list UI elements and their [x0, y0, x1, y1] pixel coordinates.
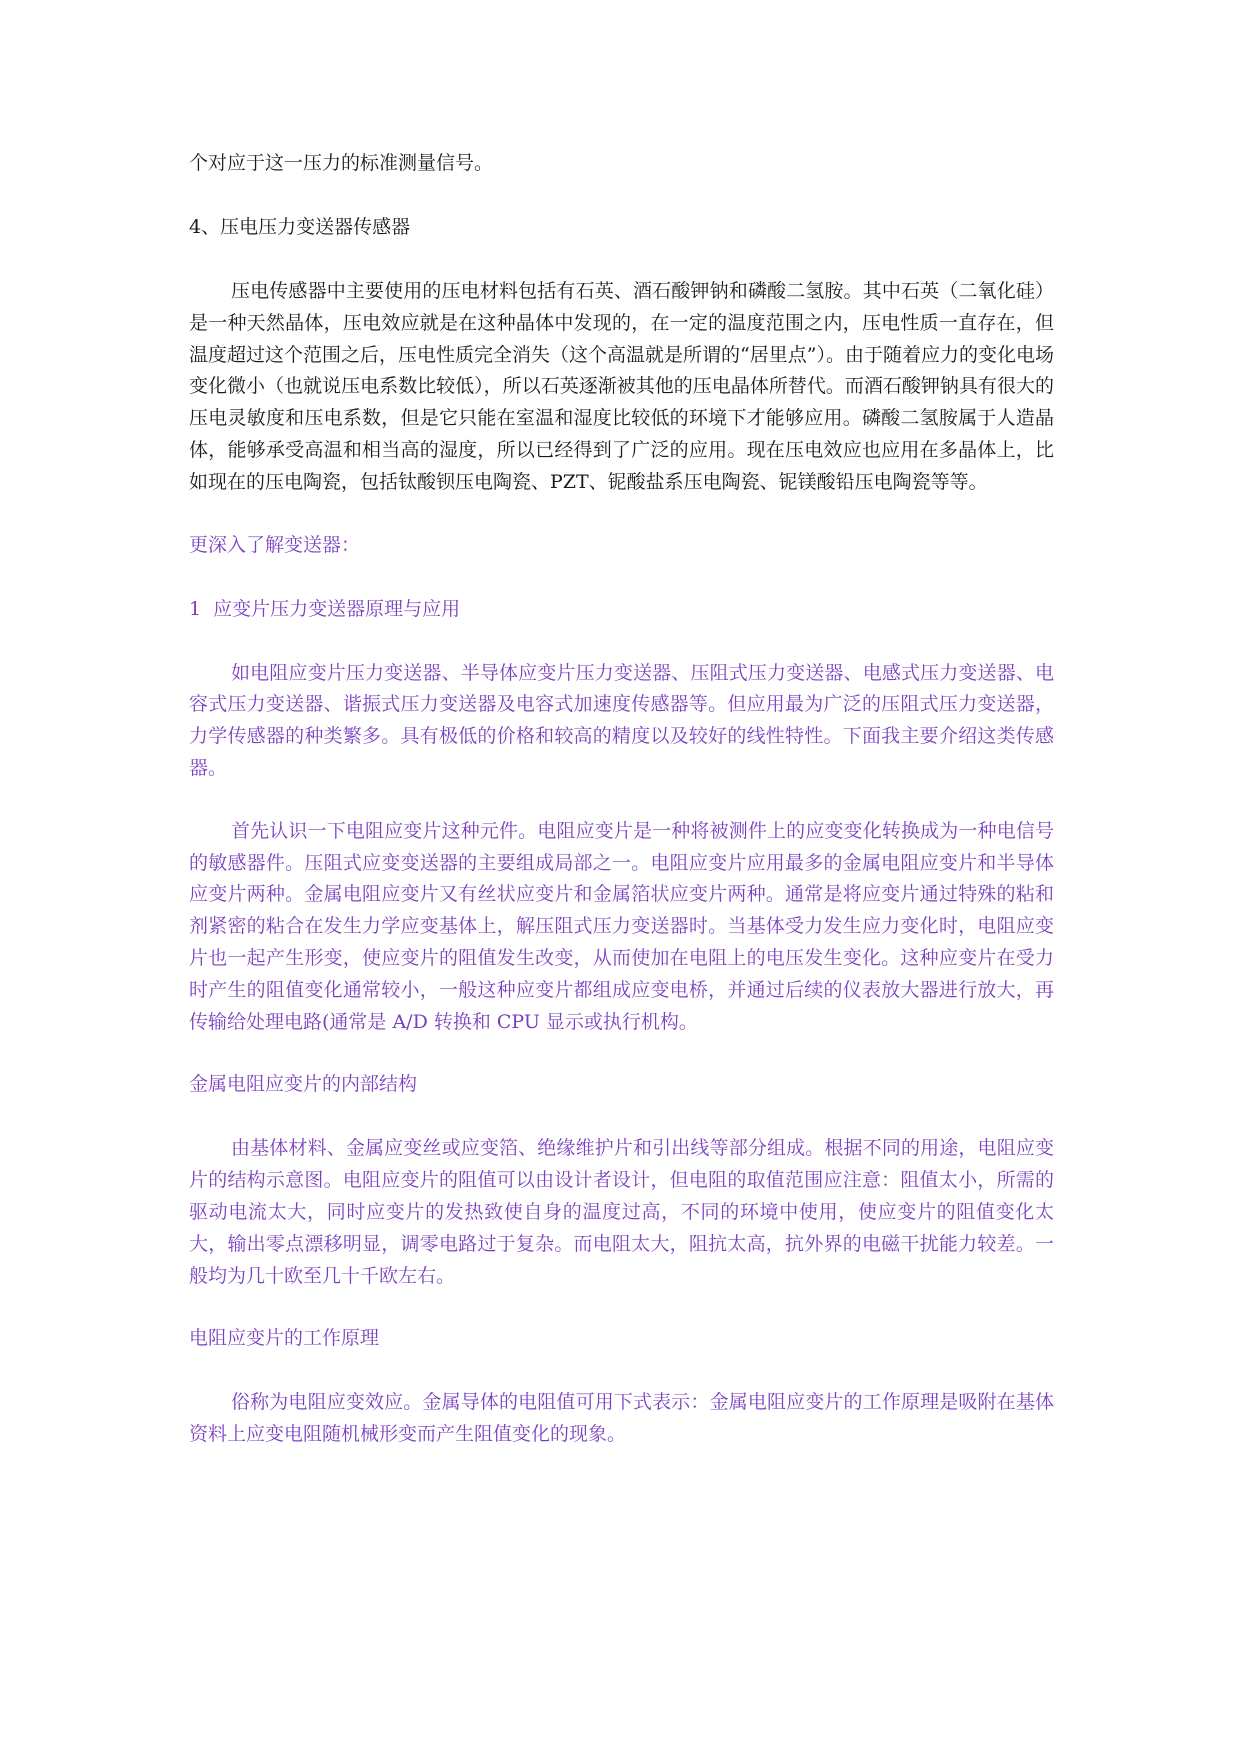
- document-body: [189, 148, 1054, 1451]
- section-heading-learn-more: 更深入了解变送器：: [189, 533, 361, 556]
- paragraph-strain-gauge-intro: 首先认识一下电阻应变片这种元件。电阻应变片是一种将被测件上的应变变化转换成为一种电信号的敏感器件。压阻式应变变送器的主要组成局部之一。电阻应变片应用最多的金属电阻应变片和半导体应变片两种。金属电阻应变片又有丝状应变片和金属箔状应变片两种。通常是将应变片通过特殊的粘和剂紧密的粘合在发生力学应变基体上，解压阻式压力变送器时。当基体受力发生应力变化时，电阻应变片也一起产生形变，使应变片的阻值发生改变，从而使加在电阻上的电压发生变化。这种应变片在受力时产生的阻值变化通常较小，一般这种应变片都组成应变电桥，并通过后续的仪表放大器进行放大，再传输给处理电路(通常是 A/D 转换和 CPU 显示或执行机构。: [189, 819, 1054, 1033]
- section-heading-piezoelectric: 4、压电压力变送器传感器: [189, 216, 411, 238]
- text-line-continuation: 个对应于这一压力的标准测量信号。: [189, 152, 494, 174]
- section-heading-strain-gauge: 1 应变片压力变送器原理与应用: [189, 597, 461, 620]
- paragraph-transmitter-types: 如电阻应变片压力变送器、半导体应变片压力变送器、压阻式压力变送器、电感式压力变送器、电容式压力变送器、谐振式压力变送器及电容式加速度传感器等。但应用最为广泛的压阻式压力变送器，力学传感器的种类繁多。具有极低的价格和较高的精度以及较好的线性特性。下面我主要介绍这类传感器。: [189, 661, 1054, 779]
- paragraph-working-principle: 俗称为电阻应变效应。金属导体的电阻值可用下式表示：金属电阻应变片的工作原理是吸附在基体资料上应变电阻随机械形变而产生阻值变化的现象。: [189, 1391, 1054, 1446]
- section-heading-internal-structure: 金属电阻应变片的内部结构: [189, 1073, 418, 1096]
- section-heading-working-principle: 电阻应变片的工作原理: [189, 1327, 380, 1350]
- paragraph-piezoelectric-materials: 压电传感器中主要使用的压电材料包括有石英、酒石酸钾钠和磷酸二氢胺。其中石英（二氧化硅）是一种天然晶体，压电效应就是在这种晶体中发现的，在一定的温度范围之内，压电性质一直存在，但温度超过这个范围之后，压电性质完全消失（这个高温就是所谓的“居里点”）。由于随着应力的变化电场变化微小（也就说压电系数比较低），所以石英逐渐被其他的压电晶体所替代。而酒石酸钾钠具有很大的压电灵敏度和压电系数，但是它只能在室温和湿度比较低的环境下才能够应用。磷酸二氢胺属于人造晶体，能够承受高温和相当高的湿度，所以已经得到了广泛的应用。现在压电效应也应用在多晶体上，比如现在的压电陶瓷，包括钛酸钡压电陶瓷、PZT、铌酸盐系压电陶瓷、铌镁酸铅压电陶瓷等等。: [189, 280, 1054, 493]
- paragraph-internal-structure: 由基体材料、金属应变丝或应变箔、绝缘维护片和引出线等部分组成。根据不同的用途，电阻应变片的结构示意图。电阻应变片的阻值可以由设计者设计，但电阻的取值范围应注意：阻值太小，所需的驱动电流太大，同时应变片的发热致使自身的温度过高，不同的环境中使用，使应变片的阻值变化太大，输出零点漂移明显，调零电路过于复杂。而电阻太大，阻抗太高，抗外界的电磁干扰能力较差。一般均为几十欧至几十千欧左右。: [189, 1137, 1054, 1287]
